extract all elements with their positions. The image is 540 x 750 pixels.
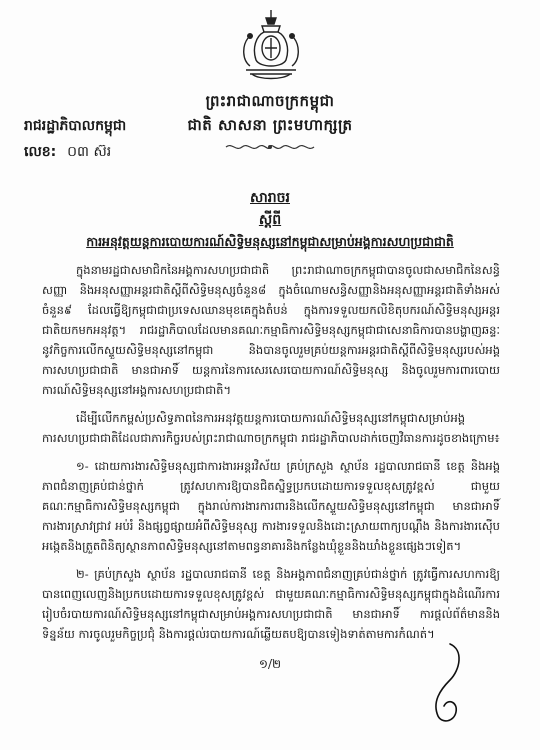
reference-value: ០៣ ស៊រ [67,144,112,160]
page-number: ១/២ [258,657,282,671]
about-label: ស្តីពី [258,212,282,228]
body-paragraph-1: ក្នុងនាមរដ្ឋជាសមាជិកនៃអង្គការសហប្រជាជាតិ ព្រះរាជាណាចក្រកម្ពុជាបានចូលជាសមាជិកនៃសន្ធិសញ្ញា និងអនុសញ្ញាអន្តរជាតិស្តីពីសិទ្ធិមនុស្សចំនួន៨ ក្នុងចំណោមសន្ធិសញ្ញានិងអនុសញ្ញាអន្តរជាតិទាំងអស់ចំនួន៩ ដែលធ្វើឱ្យកម្ពុជាជាប្រទេសឈានមុខគេក្នុងតំបន់ ក្នុងការទទួលយកលិខិតុបករណ៍សិទ្ធិមនុស្សអន្តរជាតិយកមកអនុវត្ត។ រាជរដ្ឋាភិបាលដែលមានគណៈកម្មាធិការសិទ្ធិមនុស្សកម្ពុជាជាសេនាធិការបានបង្ហាញឆន្ទៈនូវកិច្ចការលើកស្ទួយសិទ្ធិមនុស្សនៅកម្ពុជា និងបានចូលរួមគ្រប់យន្តការអន្តរជាតិស្តីពីសិទ្ធិមនុស្សរបស់អង្គការសហប្រជាជាតិ មានជាអាទិ៍ យន្តការនៃការសេរសេរបោយការណ៍សិទ្ធិមនុស្ស និងចូលរួមការពារបោយការណ៍សិទ្ធិមនុស្សនៅអង្គការសហប្រជាជាតិ។ [42,263,500,397]
national-motto: ជាតិ សាសនា ព្រះមហាក្សត្រ [187,116,353,134]
royal-coat-of-arms-icon [238,8,304,82]
reference-label: លេខ: [24,144,57,160]
body-paragraph-4: ២- គ្រប់ក្រសួង ស្ថាប័ន រដ្ឋបាលរាជធានី ខេត្ត និងអង្គភាពជំនាញគ្រប់ជាន់ថ្នាក់ ត្រូវធ្វើការសហការឱ្យបានពេញលេញនិងប្រកបដោយការទទួលខុសត្រូវខ្ពស់ ជាមួយគណៈកម្មាធិការសិទ្ធិមនុស្សកម្ពុជាក្នុងដំណើរការរៀបចំរបាយការណ៍សិទ្ធិមនុស្សនៅកម្ពុជាសម្រាប់អង្គការសហប្រជាជាតិ មានជាអាទិ៍ ការផ្តល់ព័ត៌មាននិងទិន្នន័យ ការចូលរួមកិច្ចប្រជុំ និងការផ្តល់របាយការណ៍ឆ្លើយតបឱ្យបានទៀងទាត់តាមការកំណត់។ [42,567,500,641]
document-type: សារាចរ [250,190,290,206]
issuing-authority: រាជរដ្ឋាភិបាលកម្ពុជា [24,118,127,134]
document-subject: ការអនុវត្តយន្តការបោយការណ៍សិទ្ធិមនុស្សនៅកម្ពុជាសម្រាប់អង្គការសហប្រជាជាតិ [86,234,454,249]
document-body [42,260,500,652]
decorative-ornament-icon [222,140,318,154]
reference-number [24,142,111,163]
kingdom-name: ព្រះរាជាណាចក្រកម្ពុជា [205,92,335,110]
handwritten-signature-icon [420,640,480,730]
body-paragraph-3: ១- ដោយការងារសិទ្ធិមនុស្សជាការងារអន្តរវិស័យ គ្រប់ក្រសួង ស្ថាប័ន រដ្ឋបាលរាជធានី ខេត្ត និងអង្គភាពជំនាញគ្រប់ជាន់ថ្នាក់ ត្រូវសហការឱ្យបានជិតស្និទ្ធប្រកបដោយការទទួលខុសត្រូវខ្ពស់ ជាមួយគណៈកម្មាធិការសិទ្ធិមនុស្សកម្ពុជា ក្នុងរាល់ការងារការពារនិងលើកស្ទួយសិទ្ធិមនុស្សនៅកម្ពុជា មានជាអាទិ៍ ការងារស្រាវជ្រាវ អប់រំ និងផ្សព្វផ្សាយអំពីសិទ្ធិមនុស្ស ការងារទទួលនិងដោះស្រាយពាក្យបណ្តឹង និងការងារស៊ើបអង្កេតនិងត្រួតពិនិត្យស្ថានភាពសិទ្ធិមនុស្សនៅតាមពន្ធនាគារនិងកន្លែងឃុំខ្លួននិងឃាំងខ្លួនផ្សេងៗទៀត។ [42,459,500,553]
body-paragraph-2: ដើម្បីលើកកម្ពស់ប្រសិទ្ធភាពនៃការអនុវត្តយន្តការបោយការណ៍សិទ្ធិមនុស្សនៅកម្ពុជាសម្រាប់អង្គការសហប្រជាជាតិដែលជាភារកិច្ចរបស់ព្រះរាជាណាចក្រកម្ពុជា រាជរដ្ឋាភិបាលដាក់ចេញវិធានការដូចខាងក្រោម៖ [42,411,500,445]
